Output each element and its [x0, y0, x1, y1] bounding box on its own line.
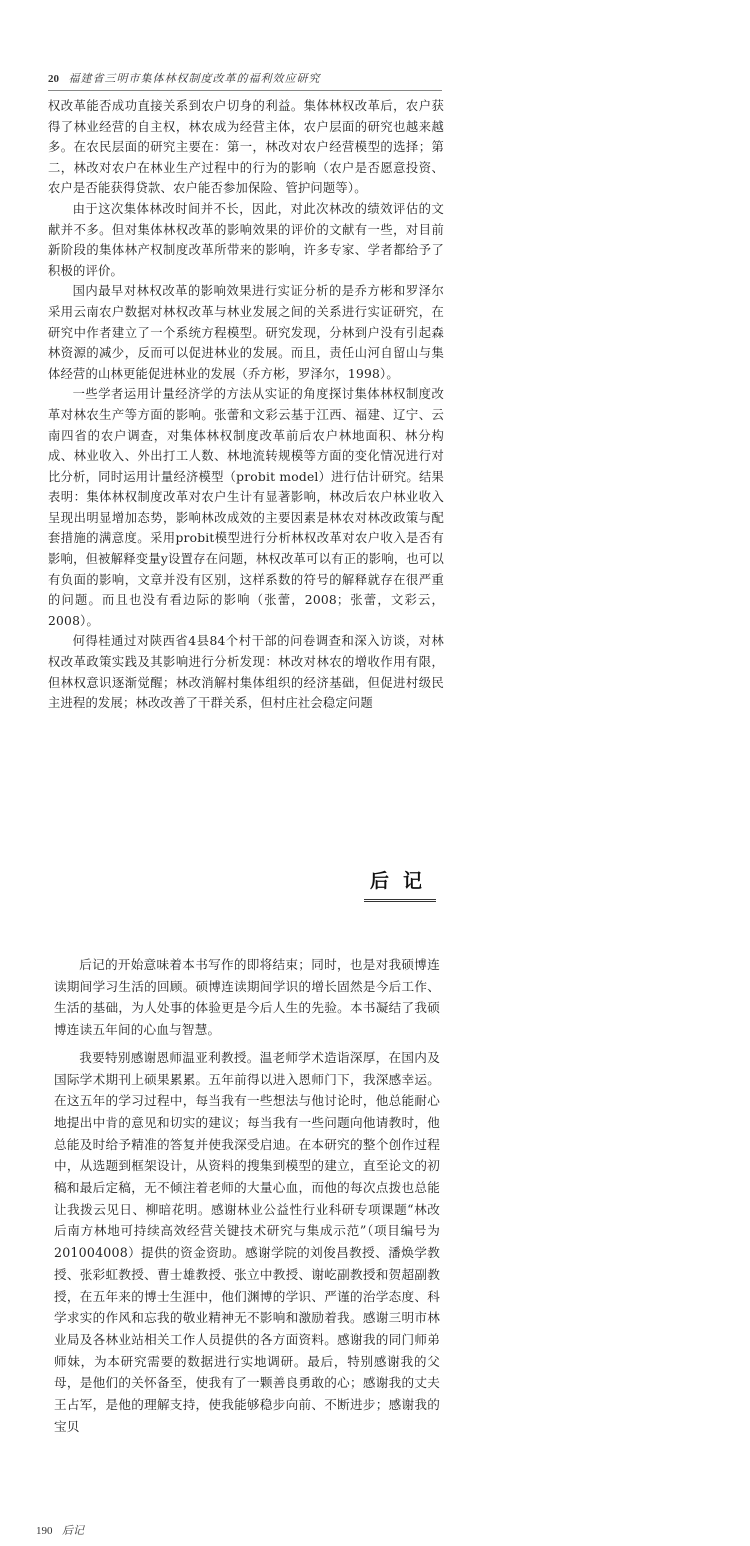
- paragraph: 由于这次集体林改时间并不长，因此，对此次林改的绩效评估的文献并不多。但对集体林权改革的影响效果的评价的文献有一些，对目前新阶段的集体林产权制度改革所带来的影响，许多专家、学者都给予了积极的评价。: [48, 201, 444, 278]
- header-page-number: 20: [48, 73, 59, 85]
- section-title: 后记: [364, 866, 436, 902]
- postscript-body-text: [54, 954, 440, 1443]
- paragraph: 何得桂通过对陕西省4县84个村干部的问卷调查和深入访谈，对林权改革政策实践及其影响进行分析发现：林改对林农的增收作用有限，但林权意识逐渐觉醒；林改消解村集体组织的经济基础，但促进村级民主进程的发展；林改改善了干群关系，但村庄社会稳定问题: [48, 634, 444, 711]
- header-running-title: 福建省三明市集体林权制度改革的福利效应研究: [68, 72, 321, 85]
- page-footer: [36, 1522, 84, 1538]
- paragraph: 我要特别感谢恩师温亚利教授。温老师学术造诣深厚，在国内及国际学术期刊上硕果累累。五年前得以进入恩师门下，我深感幸运。在这五年的学习过程中，每当我有一些想法与他讨论时，他总能耐心地提出中肯的意见和切实的建议；每当我有一些问题向他请教时，他总能及时给予精准的答复并使我深受启迪。在本研究的整个创作过程中，从选题到框架设计，从资料的搜集到模型的建立，直至论文的初稿和最后定稿，无不倾注着老师的大量心血，而他的每次点拨也总能让我拨云见日、柳暗花明。感谢林业公益性行业科研专项课题“林改后南方林地可持续高效经营关键技术研究与集成示范”（项目编号为201004008）提供的资金资助。感谢学院的刘俊昌教授、潘焕学教授、张彩虹教授、曹士雄教授、张立中教授、谢屹副教授和贺超副教授，在五年来的博士生涯中，他们渊博的学识、严谨的治学态度、科学求实的作风和忘我的敬业精神无不影响和激励着我。感谢三明市林业局及各林业站相关工作人员提供的各方面资料。感谢我的同门师弟师妹，为本研究需要的数据进行实地调研。最后，特别感谢我的父母，是他们的关怀备至，使我有了一颗善良勇敢的心；感谢我的丈夫王占军，是他的理解支持，使我能够稳步向前、不断进步；感谢我的宝贝: [54, 1049, 440, 1434]
- paragraph: 一些学者运用计量经济学的方法从实证的角度探讨集体林权制度改革对林农生产等方面的影响。张蕾和文彩云基于江西、福建、辽宁、云南四省的农户调查，对集体林权制度改革前后农户林地面积、林分构成、林业收入、外出打工人数、林地流转规模等方面的变化情况进行对比分析，同时运用计量经济模型（probit model）进行估计研究。结果表明：集体林权制度改革对农户生计有显著影响，林改后农户林业收入呈现出明显增加态势，影响林改成效的主要因素是林农对林改政策与配套措施的满意度。采用probit模型进行分析林权改革对农户收入是否有影响，但被解释变量y设置存在问题，林权改革可以有正的影响，也可以有负面的影响，文章并没有区别，这样系数的符号的解释就存在很严重的问题。而且也没有看边际的影响（张蕾，2008；张蕾，文彩云，2008）。: [48, 387, 444, 628]
- upper-body-text: [48, 96, 444, 714]
- footer-page-number: 190: [36, 1525, 53, 1537]
- upper-page: [0, 0, 750, 760]
- running-header: [48, 70, 442, 91]
- paragraph: 后记的开始意味着本书写作的即将结束；同时，也是对我硕博连读期间学习生活的回顾。硕博连读期间学识的增长固然是今后工作、生活的基础，为人处事的体验更是今后人生的先验。本书凝结了我硕博连读五年间的心血与智慧。: [54, 957, 440, 1038]
- section-heading-wrap: [340, 866, 436, 902]
- paragraph: 权改革能否成功直接关系到农户切身的利益。集体林权改革后，农户获得了林业经营的自主权，林农成为经营主体，农户层面的研究也越来越多。在农民层面的研究主要在：第一，林改对农户经营模型的选择；第二，林改对农户在林业生产过程中的行为的影响（农户是否愿意投资、农户是否能获得贷款、农户能否参加保险、管护问题等）。: [48, 99, 444, 196]
- paragraph: 国内最早对林权改革的影响效果进行实证分析的是乔方彬和罗泽尔采用云南农户数据对林权改革与林业发展之间的关系进行实证研究，在研究中作者建立了一个系统方程模型。研究发现，分林到户没有引起森林资源的减少，反而可以促进林业的发展。而且，责任山河自留山与集体经营的山林更能促进林业的发展（乔方彬，罗泽尔，1998）。: [48, 284, 444, 381]
- footer-running-title: 后记: [62, 1524, 84, 1537]
